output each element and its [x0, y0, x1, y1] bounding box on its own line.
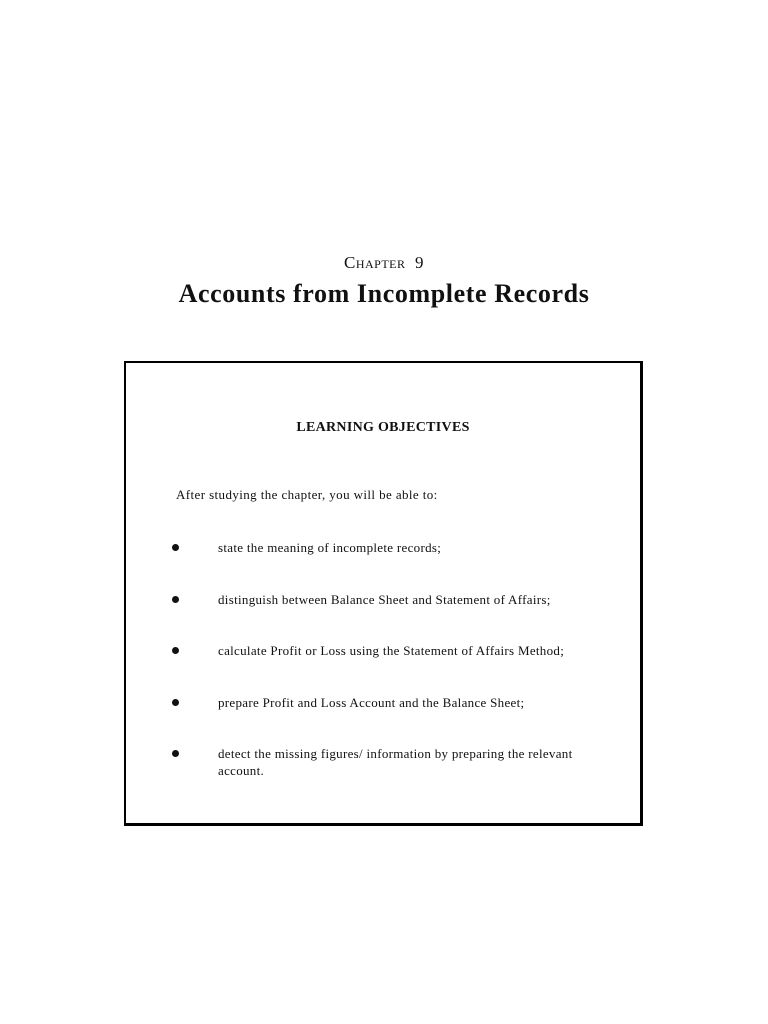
chapter-label-rest: hapter [355, 253, 406, 272]
objective-text: calculate Profit or Loss using the Statement of Affairs Method; [218, 643, 565, 658]
bullet-icon [172, 647, 179, 654]
objective-item [172, 642, 612, 659]
chapter-title: Accounts from Incomplete Records [178, 279, 590, 308]
objective-text: detect the missing figures/ information by preparing the relevant account. [218, 746, 573, 778]
learning-objectives-box [124, 361, 643, 826]
bullet-icon [172, 544, 179, 551]
chapter-number: 9 [415, 253, 424, 272]
objective-item [172, 694, 612, 711]
objective-item [172, 591, 612, 608]
learning-objectives-heading: LEARNING OBJECTIVES [296, 420, 470, 435]
objectives-intro: After studying the chapter, you will be able to: [176, 487, 438, 502]
chapter-label [0, 253, 768, 273]
chapter-label-initial: C [343, 253, 356, 272]
bullet-icon [172, 596, 179, 603]
objective-text: state the meaning of incomplete records; [218, 540, 442, 555]
objective-text: prepare Profit and Loss Account and the Balance Sheet; [218, 695, 525, 710]
bullet-icon [172, 699, 179, 706]
bullet-icon [172, 750, 179, 757]
objective-item [172, 745, 612, 779]
objective-text: distinguish between Balance Sheet and Statement of Affairs; [218, 592, 551, 607]
objective-item [172, 539, 612, 556]
